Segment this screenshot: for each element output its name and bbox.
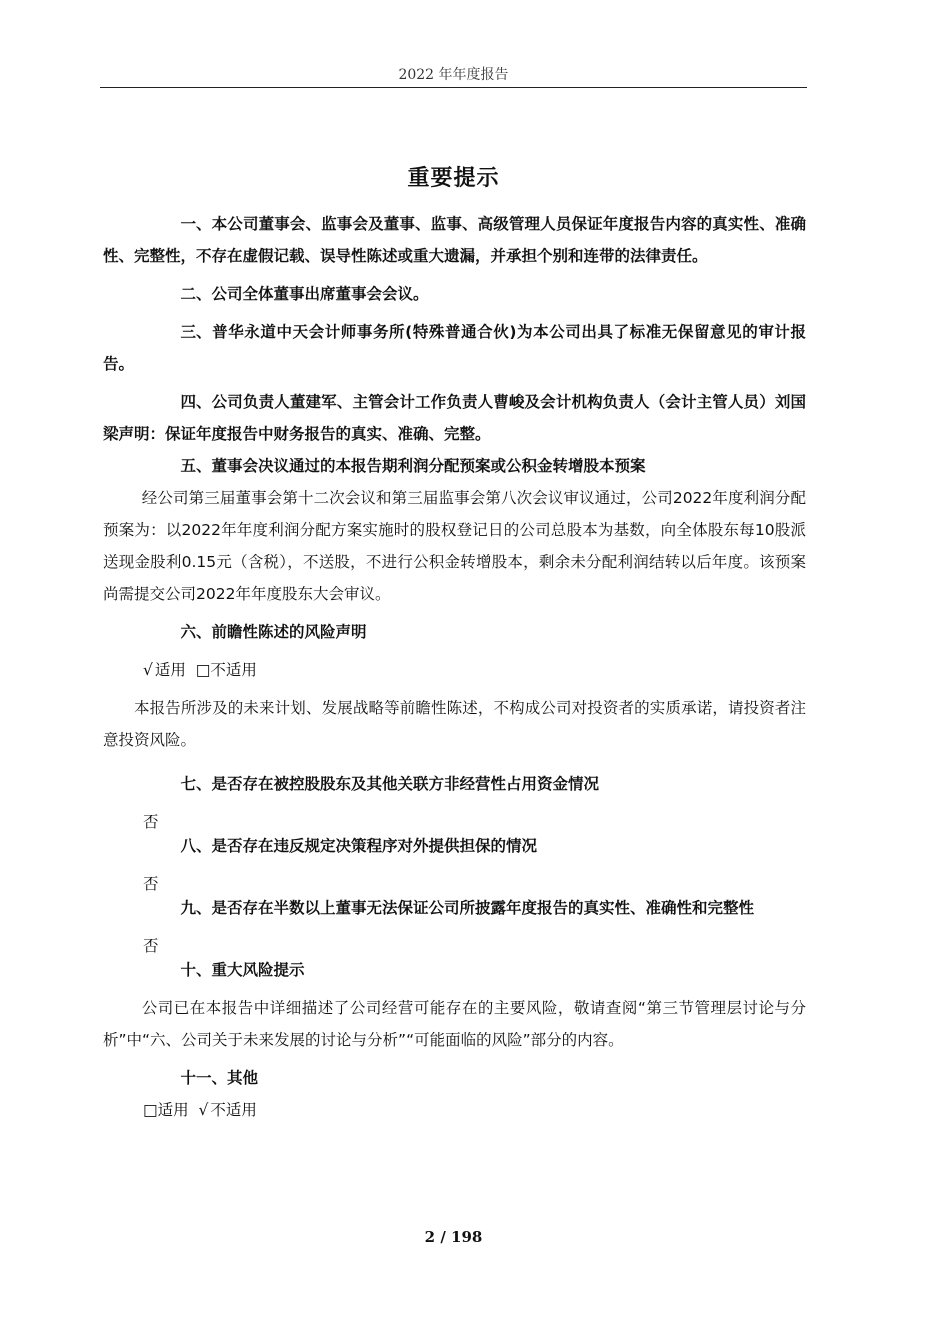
item-4-number: 四、 <box>180 393 212 411</box>
item-6-body: 本报告所涉及的未来计划、发展战略等前瞻性陈述，不构成公司对投资者的实质承诺，请投资者注意投资风险。 <box>103 699 806 749</box>
applicable-label: 适用 <box>157 1101 189 1119</box>
checkbox-icon: □ <box>195 661 211 679</box>
item-2-text: 公司全体董事出席董事会会议。 <box>211 285 429 303</box>
page-title: 重要提示 <box>407 165 500 191</box>
item-2 <box>103 278 806 310</box>
item-5-body: 经公司第三届董事会第十二次会议和第三届监事会第八次会议审议通过，公司2022年度利润分配预案为：以2022年年度利润分配方案实施时的股权登记日的公司总股本为基数，向全体股东每10股派送现金股利0.15元（含税），不送股，不进行公积金转增股本，剩余未分配利润结转以后年度。该预案尚需提交公司2022年年度股东大会审议。 <box>103 489 806 603</box>
document-body <box>103 208 806 1126</box>
item-5-text: 董事会决议通过的本报告期利润分配预案或公积金转增股本预案 <box>211 457 646 475</box>
item-3 <box>103 316 806 380</box>
item-10-number: 十、 <box>180 961 212 979</box>
item-7 <box>103 768 806 800</box>
item-8-answer: 否 <box>143 875 159 893</box>
item-11-number: 十一、 <box>180 1069 228 1087</box>
item-6-number: 六、 <box>180 623 212 641</box>
item-7-number: 七、 <box>180 775 212 793</box>
item-10-text: 重大风险提示 <box>211 961 305 979</box>
item-1-text: 本公司董事会、监事会及董事、监事、高级管理人员保证年度报告内容的真实性、准确性、完整性，不存在虚假记载、误导性陈述或重大遗漏，并承担个别和连带的法律责任。 <box>103 215 806 265</box>
item-6 <box>103 616 806 648</box>
item-9-text: 是否存在半数以上董事无法保证公司所披露年度报告的真实性、准确性和完整性 <box>211 899 755 917</box>
item-11-text: 其他 <box>227 1069 259 1087</box>
not-applicable-label: 不适用 <box>210 1101 257 1119</box>
checkmark-icon: √ <box>143 661 153 679</box>
item-3-number: 三、 <box>180 323 212 341</box>
item-1-number: 一、 <box>180 215 212 233</box>
item-7-text: 是否存在被控股股东及其他关联方非经营性占用资金情况 <box>211 775 600 793</box>
item-10-body: 公司已在本报告中详细描述了公司经营可能存在的主要风险，敬请查阅“第三节管理层讨论与分析”中“六、公司关于未来发展的讨论与分析”“可能面临的风险”部分的内容。 <box>103 999 806 1049</box>
item-5 <box>103 450 806 482</box>
item-11 <box>103 1062 806 1094</box>
page-number: 2 / 198 <box>424 1228 483 1246</box>
header-rule <box>100 87 807 88</box>
item-1 <box>103 208 806 272</box>
item-6-applicability <box>103 654 806 686</box>
item-5-number: 五、 <box>180 457 212 475</box>
checkmark-icon: √ <box>198 1101 209 1119</box>
running-header: 2022 年年度报告 <box>398 67 509 83</box>
item-8-number: 八、 <box>180 837 212 855</box>
item-4-text: 公司负责人董建军、主管会计工作负责人曹峻及会计机构负责人（会计主管人员）刘国梁声明：保证年度报告中财务报告的真实、准确、完整。 <box>103 393 806 443</box>
applicable-label: 适用 <box>154 661 186 679</box>
item-4 <box>103 386 806 450</box>
item-6-text: 前瞻性陈述的风险声明 <box>211 623 367 641</box>
item-3-text: 普华永道中天会计师事务所(特殊普通合伙)为本公司出具了标准无保留意见的审计报告。 <box>103 323 806 373</box>
item-9-answer: 否 <box>143 937 159 955</box>
item-10 <box>103 954 806 986</box>
item-8-text: 是否存在违反规定决策程序对外提供担保的情况 <box>211 837 538 855</box>
item-7-answer: 否 <box>143 813 159 831</box>
item-2-number: 二、 <box>180 285 212 303</box>
not-applicable-label: 不适用 <box>210 661 257 679</box>
item-9-number: 九、 <box>180 899 212 917</box>
item-8 <box>103 830 806 862</box>
item-11-applicability <box>103 1094 806 1126</box>
item-9 <box>103 892 806 924</box>
checkbox-icon: □ <box>143 1101 158 1119</box>
